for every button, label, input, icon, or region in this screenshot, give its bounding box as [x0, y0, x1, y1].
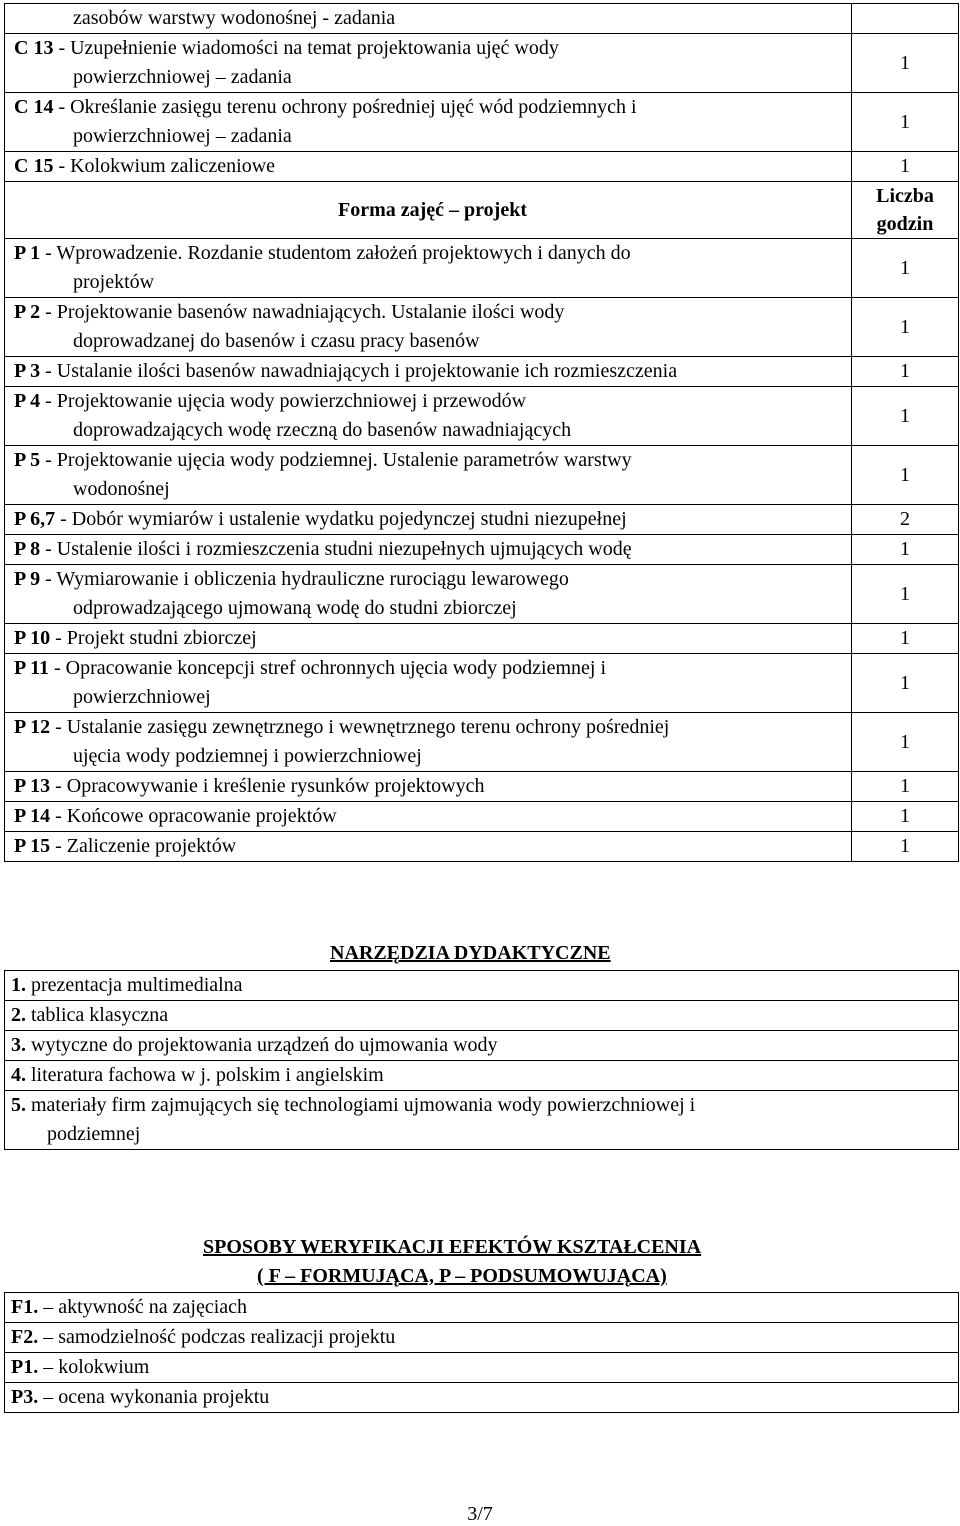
table-row [5, 239, 959, 298]
tool-text: tablica klasyczna [26, 1004, 169, 1026]
topic-code: P 9 [14, 568, 41, 590]
verification-cell [5, 1323, 959, 1353]
verification-text: – kolokwium [38, 1356, 150, 1378]
topic-text: - Określanie zasięgu terenu ochrony pośredniej ujęć wód podziemnych i [53, 96, 637, 118]
hours-cell: 1 [852, 772, 959, 802]
topic-cell [5, 446, 852, 505]
table-row [5, 654, 959, 713]
tool-cell [5, 971, 959, 1001]
topic-text: - Projektowanie ujęcia wody powierzchniowej i przewodów [40, 390, 527, 412]
verification-text: – ocena wykonania projektu [38, 1386, 270, 1408]
tool-cell [5, 1031, 959, 1061]
table-row [5, 152, 959, 182]
hours-cell: 1 [852, 832, 959, 862]
list-item [5, 1031, 959, 1061]
list-item [5, 1061, 959, 1091]
topic-cell [5, 4, 852, 34]
list-item [5, 1383, 959, 1413]
tool-number: 2. [11, 1004, 26, 1026]
table-row [5, 535, 959, 565]
topic-code: P 15 [14, 835, 51, 857]
form-header: Forma zajęć – projekt [5, 182, 852, 239]
verification-code: F2. [11, 1326, 39, 1348]
verification-code: F1. [11, 1296, 39, 1318]
topic-cell [5, 239, 852, 298]
list-item [5, 1353, 959, 1383]
table-row [5, 298, 959, 357]
topic-cell [5, 565, 852, 624]
topic-text-cont: wodonośnej [73, 478, 170, 500]
verification-cell [5, 1293, 959, 1323]
verification-cell [5, 1383, 959, 1413]
verification-subtitle: ( F – FORMUJĄCA, P – PODSUMOWUJĄCA) [257, 1265, 667, 1287]
topic-cell [5, 152, 852, 182]
tools-title: NARZĘDZIA DYDAKTYCZNE [330, 942, 611, 964]
topic-code: P 4 [14, 390, 41, 412]
course-table [4, 3, 959, 862]
table-row [5, 387, 959, 446]
topic-cell [5, 802, 852, 832]
tool-text: prezentacja multimedialna [26, 974, 243, 996]
table-row [5, 357, 959, 387]
hours-cell: 1 [852, 535, 959, 565]
table-row [5, 624, 959, 654]
topic-code: P 6,7 [14, 508, 56, 530]
tool-cell [5, 1001, 959, 1031]
hours-cell: 1 [852, 654, 959, 713]
hours-cell: 1 [852, 802, 959, 832]
hours-cell: 1 [852, 152, 959, 182]
hours-cell: 1 [852, 446, 959, 505]
topic-text: - Końcowe opracowanie projektów [50, 805, 337, 827]
hours-header [852, 182, 959, 239]
hours-cell: 1 [852, 387, 959, 446]
topic-cell [5, 624, 852, 654]
list-item [5, 1323, 959, 1353]
topic-text-cont: projektów [73, 271, 155, 293]
topic-code: P 2 [14, 301, 41, 323]
topic-code: P 3 [14, 360, 41, 382]
tool-text: literatura fachowa w j. polskim i angielskim [26, 1064, 384, 1086]
table-row [5, 802, 959, 832]
table-row [5, 446, 959, 505]
topic-text: - Ustalenie ilości i rozmieszczenia studni niezupełnych ujmujących wodę [40, 538, 632, 560]
topic-text-cont: ujęcia wody podziemnej i powierzchniowej [73, 745, 422, 767]
tool-number: 4. [11, 1064, 26, 1086]
list-item [5, 971, 959, 1001]
topic-code: P 5 [14, 449, 41, 471]
topic-text: - Dobór wymiarów i ustalenie wydatku pojedynczej studni niezupełnej [55, 508, 627, 530]
topic-text-cont: powierzchniowej – zadania [73, 66, 292, 88]
topic-text: - Ustalanie zasięgu zewnętrznego i wewnętrznego terenu ochrony pośredniej [50, 716, 670, 738]
topic-text-cont: powierzchniowej [73, 686, 211, 708]
verification-title: SPOSOBY WERYFIKACJI EFEKTÓW KSZTAŁCENIA [203, 1236, 702, 1258]
topic-cell [5, 535, 852, 565]
tool-number: 5. [11, 1094, 26, 1116]
hours-cell: 1 [852, 624, 959, 654]
topic-code: P 8 [14, 538, 41, 560]
hours-header-line1: Liczba [876, 185, 934, 207]
topic-code: P 13 [14, 775, 51, 797]
topic-text-cont: powierzchniowej – zadania [73, 125, 292, 147]
hours-cell [852, 4, 959, 34]
tool-number: 3. [11, 1034, 26, 1056]
verification-code: P3. [11, 1386, 39, 1408]
topic-text: - Projektowanie ujęcia wody podziemnej. Ustalenie parametrów warstwy [40, 449, 632, 471]
topic-code: P 14 [14, 805, 51, 827]
verification-table [4, 1292, 959, 1413]
topic-code: P 12 [14, 716, 51, 738]
topic-cell [5, 832, 852, 862]
topic-text: - Projekt studni zbiorczej [50, 627, 257, 649]
topic-cell [5, 505, 852, 535]
tool-text: materiały firm zajmujących się technologiami ujmowania wody powierzchniowej i [26, 1094, 696, 1116]
topic-code: P 11 [14, 657, 50, 679]
tool-text-cont: podziemnej [47, 1123, 141, 1145]
table-row [5, 713, 959, 772]
topic-text: - Ustalanie ilości basenów nawadniających i projektowanie ich rozmieszczenia [40, 360, 678, 382]
topic-cell [5, 654, 852, 713]
topic-text: - Opracowanie koncepcji stref ochronnych ujęcia wody podziemnej i [49, 657, 607, 679]
table-row [5, 34, 959, 93]
topic-text: - Wymiarowanie i obliczenia hydrauliczne rurociągu lewarowego [40, 568, 569, 590]
topic-text: - Wprowadzenie. Rozdanie studentom założeń projektowych i danych do [40, 242, 631, 264]
topic-cell [5, 357, 852, 387]
topic-code: C 14 [14, 96, 54, 118]
tools-table [4, 970, 959, 1150]
table-row [5, 832, 959, 862]
topic-code: P 1 [14, 242, 41, 264]
table-row [5, 565, 959, 624]
topic-cell [5, 93, 852, 152]
verification-text: – aktywność na zajęciach [38, 1296, 248, 1318]
list-item [5, 1001, 959, 1031]
topic-text-cont: doprowadzających wodę rzeczną do basenów nawadniających [73, 419, 572, 441]
topic-cell [5, 298, 852, 357]
hours-header-line2: godzin [876, 213, 934, 235]
tool-text: wytyczne do projektowania urządzeń do ujmowania wody [26, 1034, 498, 1056]
hours-cell: 1 [852, 298, 959, 357]
topic-code: P 10 [14, 627, 51, 649]
table-row [5, 4, 959, 34]
hours-cell: 1 [852, 565, 959, 624]
topic-cell [5, 772, 852, 802]
tool-cell [5, 1091, 959, 1150]
topic-cell [5, 34, 852, 93]
page-number: 3/7 [467, 1503, 493, 1525]
hours-cell: 2 [852, 505, 959, 535]
tool-cell [5, 1061, 959, 1091]
hours-cell: 1 [852, 713, 959, 772]
topic-text: - Zaliczenie projektów [50, 835, 237, 857]
hours-cell: 1 [852, 93, 959, 152]
hours-cell: 1 [852, 34, 959, 93]
table-row [5, 772, 959, 802]
project-header-row [5, 182, 959, 239]
topic-text: - Kolokwium zaliczeniowe [53, 155, 276, 177]
topic-cell [5, 387, 852, 446]
verification-text: – samodzielność podczas realizacji projektu [38, 1326, 396, 1348]
topic-text: - Uzupełnienie wiadomości na temat projektowania ujęć wody [53, 37, 559, 59]
topic-text: zasobów warstwy wodonośnej - zadania [73, 7, 396, 29]
verification-cell [5, 1353, 959, 1383]
topic-code: C 15 [14, 155, 54, 177]
verification-code: P1. [11, 1356, 39, 1378]
list-item [5, 1091, 959, 1150]
hours-cell: 1 [852, 239, 959, 298]
list-item [5, 1293, 959, 1323]
topic-cell [5, 713, 852, 772]
hours-cell: 1 [852, 357, 959, 387]
topic-text-cont: doprowadzanej do basenów i czasu pracy basenów [73, 330, 480, 352]
table-row [5, 93, 959, 152]
topic-text: - Opracowywanie i kreślenie rysunków projektowych [50, 775, 485, 797]
topic-code: C 13 [14, 37, 54, 59]
topic-text: - Projektowanie basenów nawadniających. Ustalanie ilości wody [40, 301, 565, 323]
table-row [5, 505, 959, 535]
tool-number: 1. [11, 974, 26, 996]
topic-text-cont: odprowadzającego ujmowaną wodę do studni zbiorczej [73, 597, 517, 619]
